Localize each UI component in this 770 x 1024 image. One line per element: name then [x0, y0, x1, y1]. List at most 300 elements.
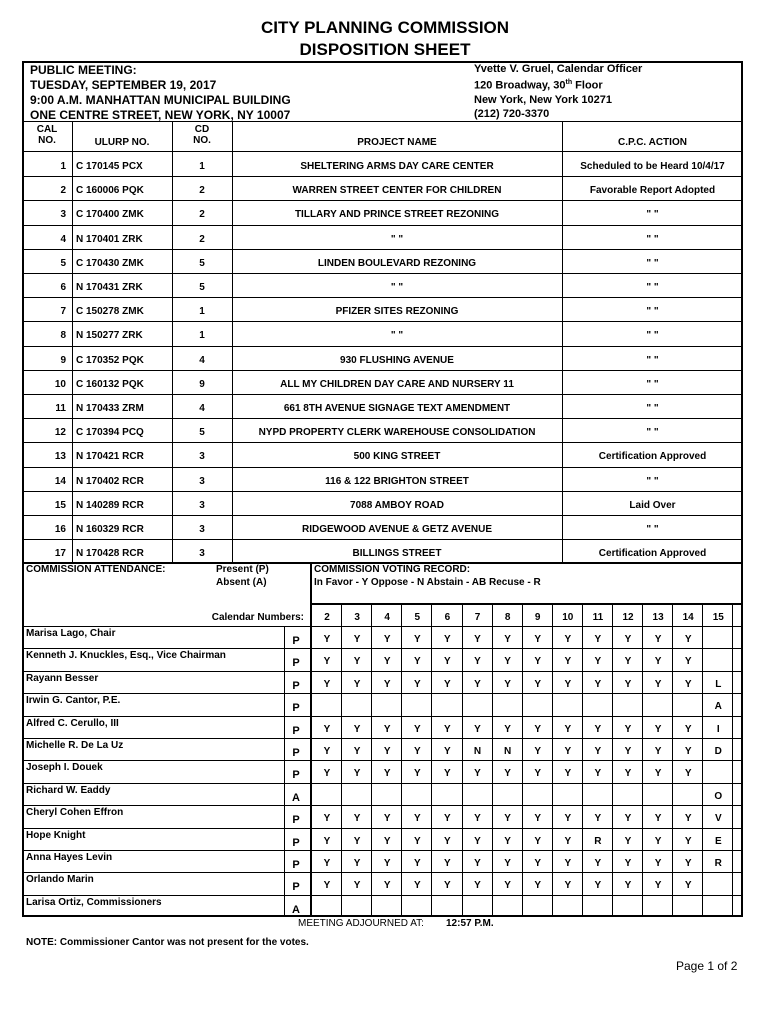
- vote-cell: Y: [413, 634, 421, 645]
- project-name: RIDGEWOOD AVENUE & GETZ AVENUE: [301, 524, 492, 535]
- attendance-status: A: [292, 791, 300, 804]
- vote-cell: Y: [383, 746, 391, 757]
- vote-cell: Y: [413, 880, 421, 892]
- commissioner-divider: [22, 693, 743, 694]
- cd-number: 5: [199, 257, 205, 269]
- cd-number: 2: [199, 185, 205, 197]
- vote-cell: Y: [684, 813, 692, 825]
- cpc-action: " ": [646, 427, 659, 439]
- vote-cell: Y: [684, 835, 692, 847]
- vote-cell: Y: [504, 678, 511, 690]
- vote-cell: R: [714, 858, 722, 869]
- attendance-status: P: [292, 859, 300, 871]
- vote-cell: Y: [353, 768, 361, 780]
- project-name: 7088 AMBOY ROAD: [350, 499, 444, 511]
- cal-number: 10: [54, 378, 66, 390]
- vote-cell: Y: [474, 634, 481, 645]
- cal-number: 2: [60, 185, 66, 197]
- col-header-cal: CAL NO.: [36, 124, 58, 146]
- vote-cell: Y: [624, 880, 632, 892]
- project-name: BILLINGS STREET: [352, 548, 442, 560]
- commissioner-name: Alfred C. Cerullo, III: [26, 717, 119, 729]
- vote-cell: Y: [624, 835, 632, 847]
- vote-cell: Y: [534, 768, 542, 780]
- vote-cell: Y: [413, 678, 421, 690]
- cpc-action: Favorable Report Adopted: [589, 185, 716, 197]
- attendance-status: A: [292, 903, 300, 916]
- vote-cell: Y: [323, 880, 331, 892]
- cd-number: 1: [199, 330, 205, 342]
- vote-cell: Y: [474, 880, 481, 892]
- project-name: 500 KING STREET: [353, 451, 441, 463]
- voting-record-title: COMMISSION VOTING RECORD:: [314, 564, 471, 575]
- calendar-number-header: 15: [712, 612, 724, 623]
- cd-number: 5: [199, 427, 205, 439]
- vote-cell: Y: [624, 813, 632, 825]
- cal-number: 11: [55, 403, 66, 414]
- row-divider: [22, 200, 743, 201]
- vote-cell: Y: [654, 656, 662, 668]
- attendance-status: P: [292, 724, 300, 737]
- col-header-action: C.P.C. ACTION: [618, 137, 687, 148]
- vote-cell: Y: [534, 858, 542, 869]
- officer-address: 120 Broadway, 30th Floor: [474, 79, 603, 92]
- ulurp-number: C 160006 PQK: [76, 185, 144, 197]
- cal-number: 16: [54, 524, 66, 535]
- cd-number: 9: [199, 378, 205, 390]
- ulurp-number: N 160329 RCR: [76, 524, 144, 535]
- vote-cell: Y: [444, 634, 451, 645]
- cd-number: 1: [199, 161, 205, 172]
- vote-cell: Y: [504, 880, 511, 892]
- attendance-status: P: [292, 635, 300, 647]
- vote-cell: Y: [564, 880, 572, 892]
- vote-cell: Y: [444, 656, 451, 668]
- row-divider: [22, 442, 743, 443]
- vote-cell: Y: [654, 880, 662, 892]
- vote-cell: Y: [444, 858, 451, 869]
- vote-cell: Y: [654, 813, 662, 825]
- vote-cell: Y: [594, 656, 602, 668]
- vote-cell: Y: [534, 835, 542, 847]
- attendance-status: P: [292, 679, 300, 692]
- row-divider: [22, 418, 743, 419]
- vote-cell: Y: [413, 723, 421, 735]
- vote-cell: Y: [594, 634, 602, 645]
- calendar-number-header: 3: [354, 612, 360, 623]
- cpc-action: " ": [646, 403, 659, 414]
- vote-cell: Y: [624, 656, 632, 668]
- project-name: LINDEN BOULEVARD REZONING: [317, 257, 477, 269]
- project-name: " ": [390, 282, 404, 293]
- vote-cell: Y: [353, 858, 361, 869]
- cd-number: 3: [199, 524, 205, 535]
- cpc-action: " ": [646, 524, 659, 535]
- vote-cell: V: [714, 813, 722, 825]
- meeting-info: [30, 63, 291, 123]
- vote-cell: Y: [564, 813, 572, 825]
- meeting-time-location: 9:00 A.M. MANHATTAN MUNICIPAL BUILDING: [30, 93, 291, 107]
- vote-cell: Y: [353, 835, 361, 847]
- commissioner-divider: [22, 738, 743, 739]
- cpc-action: " ": [646, 354, 659, 366]
- vote-cell: N: [473, 746, 482, 757]
- commissioner-name: Anna Hayes Levin: [26, 852, 113, 863]
- vote-cell: Y: [564, 656, 572, 668]
- project-name: NYPD PROPERTY CLERK WAREHOUSE CONSOLIDATION: [258, 427, 536, 439]
- attendance-status: P: [292, 747, 300, 759]
- vote-cell: Y: [413, 858, 421, 869]
- commissioner-divider: [22, 760, 743, 761]
- vote-cell: Y: [413, 746, 421, 757]
- ulurp-number: C 170394 PCQ: [76, 427, 144, 439]
- cpc-action: " ": [646, 378, 659, 390]
- vote-cell: Y: [323, 634, 331, 645]
- col-header-project: PROJECT NAME: [357, 137, 437, 148]
- cd-number: 5: [199, 282, 205, 293]
- cd-number: 2: [199, 233, 205, 245]
- vote-cell: Y: [564, 723, 572, 735]
- col-header-ulurp: ULURP NO.: [94, 137, 150, 148]
- cpc-action: " ": [646, 475, 659, 487]
- vote-cell: Y: [383, 880, 391, 892]
- vote-cell: Y: [383, 835, 391, 847]
- project-name: ALL MY CHILDREN DAY CARE AND NURSERY 11: [280, 378, 514, 390]
- calendar-number-header: 9: [534, 612, 541, 623]
- commissioner-divider: [22, 671, 743, 672]
- cd-number: 4: [199, 403, 205, 414]
- row-divider: [22, 370, 743, 371]
- cal-number: 7: [60, 306, 66, 318]
- vote-cell: Y: [353, 813, 361, 825]
- adjourned-time: 12:57 P.M.: [446, 918, 494, 929]
- cal-number: 15: [54, 499, 66, 511]
- vote-cell: Y: [624, 768, 632, 780]
- vote-cell: Y: [684, 768, 692, 780]
- vote-cell: Y: [413, 656, 421, 668]
- vote-cell: Y: [624, 746, 632, 757]
- attendance-label: COMMISSION ATTENDANCE:: [26, 564, 166, 575]
- vote-cell: Y: [684, 880, 692, 892]
- absent-legend: Absent (A): [216, 577, 267, 588]
- commissioner-divider: [22, 716, 743, 717]
- vote-cell: Y: [413, 813, 421, 825]
- vote-cell: Y: [504, 858, 511, 869]
- commissioner-divider: [22, 850, 743, 851]
- vote-cell: Y: [444, 746, 451, 757]
- commissioner-name: Rayann Besser: [26, 672, 99, 684]
- vote-cell: Y: [474, 813, 481, 825]
- row-divider: [22, 249, 743, 250]
- vote-cell: Y: [534, 880, 542, 892]
- commissioner-name: Michelle R. De La Uz: [26, 740, 124, 751]
- calendar-number-header: 11: [592, 612, 604, 623]
- commissioner-name: Richard W. Eaddy: [26, 784, 111, 796]
- vote-cell: Y: [564, 835, 572, 847]
- row-divider: [22, 467, 743, 468]
- cd-number: 3: [199, 451, 205, 463]
- footnote: NOTE: Commissioner Cantor was not present for the votes.: [26, 937, 309, 948]
- ulurp-number: N 170401 ZRK: [76, 233, 143, 245]
- vote-cell: Y: [413, 768, 421, 780]
- vote-cell: Y: [594, 880, 602, 892]
- cpc-action: " ": [646, 306, 659, 318]
- cpc-action: Scheduled to be Heard 10/4/17: [580, 161, 725, 172]
- vote-cell: Y: [564, 858, 572, 869]
- voting-legend: In Favor - Y Oppose - N Abstain - AB Recuse - R: [314, 577, 541, 588]
- vote-cell: Y: [684, 723, 692, 735]
- vote-cell: Y: [564, 634, 572, 645]
- attendance-status: P: [292, 836, 300, 849]
- row-divider: [22, 491, 743, 492]
- calendar-number-header: 6: [444, 612, 451, 623]
- vote-cell: Y: [684, 858, 692, 869]
- vote-cell: A: [714, 701, 722, 713]
- cal-number: 8: [60, 330, 66, 342]
- ulurp-number: N 170433 ZRM: [76, 403, 144, 414]
- vote-cell: I: [716, 723, 720, 735]
- vote-cell: Y: [504, 634, 511, 645]
- cpc-action: " ": [646, 233, 659, 245]
- vote-cell: Y: [444, 813, 451, 825]
- adjourned-label: MEETING ADJOURNED AT:: [298, 918, 424, 929]
- vote-cell: Y: [504, 813, 511, 825]
- vote-cell: Y: [444, 768, 451, 780]
- commissioner-divider: [22, 805, 743, 806]
- vote-cell: Y: [504, 768, 511, 780]
- calendar-number-header: 10: [562, 612, 574, 623]
- cal-number: 3: [60, 209, 66, 221]
- vote-cell: Y: [684, 634, 692, 645]
- project-name: " ": [390, 330, 404, 342]
- ulurp-number: C 170430 ZMK: [76, 257, 144, 269]
- row-divider: [22, 515, 743, 516]
- officer-city: New York, New York 10271: [474, 93, 612, 106]
- ulurp-number: C 170145 PCX: [76, 161, 143, 172]
- vote-cell: L: [715, 678, 722, 690]
- vote-cell: Y: [474, 723, 481, 735]
- vote-cell: Y: [594, 768, 602, 780]
- vote-cell: Y: [654, 634, 662, 645]
- commissioner-name: Hope Knight: [26, 829, 86, 841]
- cd-number: 3: [199, 499, 205, 511]
- vote-cell: Y: [534, 678, 542, 690]
- vote-cell: D: [714, 746, 722, 757]
- ulurp-number: C 170400 ZMK: [76, 209, 144, 221]
- project-name: TILLARY AND PRINCE STREET REZONING: [294, 209, 500, 221]
- officer-info: [474, 62, 642, 121]
- commissioner-name: Joseph I. Douek: [26, 762, 103, 774]
- vote-cell: Y: [534, 723, 542, 735]
- row-divider: [22, 539, 743, 540]
- vote-cell: Y: [534, 656, 542, 668]
- officer-phone: (212) 720-3370: [474, 107, 550, 120]
- cpc-action: Certification Approved: [598, 451, 707, 463]
- commissioner-name: Irwin G. Cantor, P.E.: [26, 695, 121, 707]
- vote-cell: Y: [654, 858, 662, 869]
- vote-cell: Y: [474, 656, 481, 668]
- cal-number: 9: [60, 354, 66, 366]
- commissioner-name: Cheryl Cohen Effron: [26, 807, 124, 819]
- ulurp-number: N 170402 RCR: [76, 475, 144, 487]
- meeting-date: TUESDAY, SEPTEMBER 19, 2017: [30, 78, 217, 92]
- row-divider: [22, 321, 743, 322]
- ulurp-number: C 150278 ZMK: [76, 306, 144, 318]
- vote-cell: Y: [444, 678, 451, 690]
- row-divider: [22, 394, 743, 395]
- project-name: 930 FLUSHING AVENUE: [340, 354, 454, 366]
- project-name: 661 8TH AVENUE SIGNAGE TEXT AMENDMENT: [283, 403, 511, 414]
- vote-cell: Y: [323, 858, 331, 869]
- calendar-number-header: 14: [682, 612, 694, 623]
- project-name: SHELTERING ARMS DAY CARE CENTER: [300, 161, 494, 172]
- vote-cell: Y: [564, 746, 572, 757]
- vote-cell: Y: [654, 723, 662, 735]
- vote-cell: Y: [444, 880, 451, 892]
- row-divider: [22, 176, 743, 177]
- vote-cell: Y: [474, 835, 481, 847]
- ulurp-number: N 170421 RCR: [76, 451, 144, 463]
- vote-cell: Y: [323, 723, 331, 735]
- vote-cell: N: [503, 746, 512, 757]
- commissioner-name: Larisa Ortiz, Commissioners: [26, 896, 162, 908]
- vote-cell: Y: [564, 768, 572, 780]
- vote-cell: Y: [594, 678, 602, 690]
- vote-cell: Y: [353, 634, 361, 645]
- vote-cell: Y: [474, 678, 481, 690]
- vote-cell: Y: [323, 813, 331, 825]
- vote-cell: R: [594, 835, 602, 847]
- vote-cell: Y: [474, 858, 481, 869]
- cpc-action: Certification Approved: [598, 548, 707, 560]
- page-number: Page 1 of 2: [676, 959, 738, 973]
- vote-cell: Y: [684, 678, 692, 690]
- meeting-label: PUBLIC MEETING:: [30, 63, 137, 77]
- project-name: 116 & 122 BRIGHTON STREET: [325, 475, 469, 487]
- commissioner-name: Marisa Lago, Chair: [26, 628, 116, 639]
- vote-cell: Y: [323, 656, 331, 668]
- cpc-action: " ": [646, 209, 659, 221]
- attendance-status: P: [292, 814, 300, 827]
- calendar-number-header: 2: [324, 612, 330, 623]
- cal-number: 17: [54, 548, 66, 560]
- commissioner-divider: [22, 872, 743, 873]
- vote-cell: Y: [383, 656, 391, 668]
- vote-cell: Y: [534, 813, 542, 825]
- attendance-status: P: [292, 881, 300, 894]
- commissioner-divider: [22, 648, 743, 649]
- document-title: CITY PLANNING COMMISSION: [260, 18, 510, 37]
- cpc-action: Laid Over: [629, 499, 676, 511]
- calendar-number-header: 4: [384, 612, 390, 623]
- calendar-number-header: 5: [414, 612, 421, 623]
- calendar-number-header: 12: [622, 612, 634, 623]
- vote-cell: Y: [594, 813, 602, 825]
- calendar-numbers-label: Calendar Numbers:: [211, 612, 304, 623]
- row-divider: [22, 297, 743, 298]
- cal-number: 6: [60, 282, 66, 293]
- ulurp-number: N 150277 ZRK: [76, 330, 143, 342]
- ulurp-number: N 140289 RCR: [76, 499, 144, 511]
- vote-cell: Y: [383, 678, 391, 690]
- vote-cell: Y: [624, 678, 632, 690]
- vote-cell: Y: [353, 880, 361, 892]
- cpc-action: " ": [646, 330, 659, 342]
- vote-cell: Y: [323, 678, 331, 690]
- vote-cell: Y: [383, 768, 391, 780]
- vote-cell: Y: [413, 835, 421, 847]
- attendance-status: P: [292, 702, 300, 715]
- vote-cell: Y: [353, 746, 361, 757]
- row-divider: [22, 346, 743, 347]
- present-legend: Present (P): [216, 564, 269, 575]
- project-name: " ": [390, 233, 404, 245]
- commissioner-divider: [22, 783, 743, 784]
- cd-number: 1: [199, 306, 205, 318]
- vote-cell: Y: [594, 746, 602, 757]
- meeting-address: ONE CENTRE STREET, NEW YORK, NY 10007: [30, 108, 291, 122]
- cd-number: 4: [199, 354, 205, 366]
- vote-cell: Y: [594, 723, 602, 735]
- vote-cell: Y: [444, 723, 451, 735]
- attendance-status: P: [292, 657, 300, 670]
- commissioner-divider: [22, 828, 743, 829]
- vote-cell: Y: [353, 656, 361, 668]
- ulurp-number: C 160132 PQK: [76, 378, 144, 390]
- vote-cell: Y: [684, 656, 692, 668]
- project-name: PFIZER SITES REZONING: [335, 306, 459, 318]
- vote-cell: Y: [323, 768, 331, 780]
- vote-cell: Y: [323, 746, 331, 757]
- cal-number: 5: [60, 257, 66, 269]
- project-name: WARREN STREET CENTER FOR CHILDREN: [292, 185, 502, 197]
- vote-cell: Y: [353, 723, 361, 735]
- vote-cell: Y: [564, 678, 572, 690]
- calendar-number-header: 8: [504, 612, 511, 623]
- vote-cell: Y: [654, 678, 662, 690]
- vote-cell: Y: [684, 746, 692, 757]
- cd-number: 3: [199, 548, 205, 560]
- cd-number: 3: [199, 475, 205, 487]
- vote-cell: Y: [654, 768, 662, 780]
- row-divider: [22, 273, 743, 274]
- vote-cell: Y: [504, 656, 511, 668]
- commissioner-divider: [22, 895, 743, 896]
- officer-name: Yvette V. Gruel, Calendar Officer: [474, 63, 643, 75]
- cal-number: 14: [54, 475, 66, 487]
- vote-cell: Y: [474, 768, 481, 780]
- cal-number: 4: [60, 233, 66, 245]
- cal-number: 1: [60, 161, 66, 172]
- calendar-number-header: 7: [474, 612, 481, 623]
- vote-cell: Y: [594, 858, 602, 869]
- cpc-action: " ": [646, 282, 659, 293]
- col-header-cd: CD NO.: [193, 124, 211, 146]
- cal-number: 13: [54, 451, 66, 463]
- vote-cell: Y: [383, 813, 391, 825]
- vote-cell: Y: [383, 634, 391, 645]
- cd-number: 2: [199, 209, 205, 221]
- commissioner-name: Kenneth J. Knuckles, Esq., Vice Chairman: [26, 650, 226, 662]
- calendar-number-header: 13: [652, 612, 664, 623]
- ulurp-number: N 170428 RCR: [76, 548, 144, 560]
- ulurp-number: C 170352 PQK: [76, 354, 144, 366]
- commissioner-name: Orlando Marin: [26, 874, 94, 886]
- vote-cell: Y: [504, 835, 511, 847]
- vote-cell: Y: [534, 634, 542, 645]
- vote-cell: Y: [383, 723, 391, 735]
- vote-cell: Y: [654, 835, 662, 847]
